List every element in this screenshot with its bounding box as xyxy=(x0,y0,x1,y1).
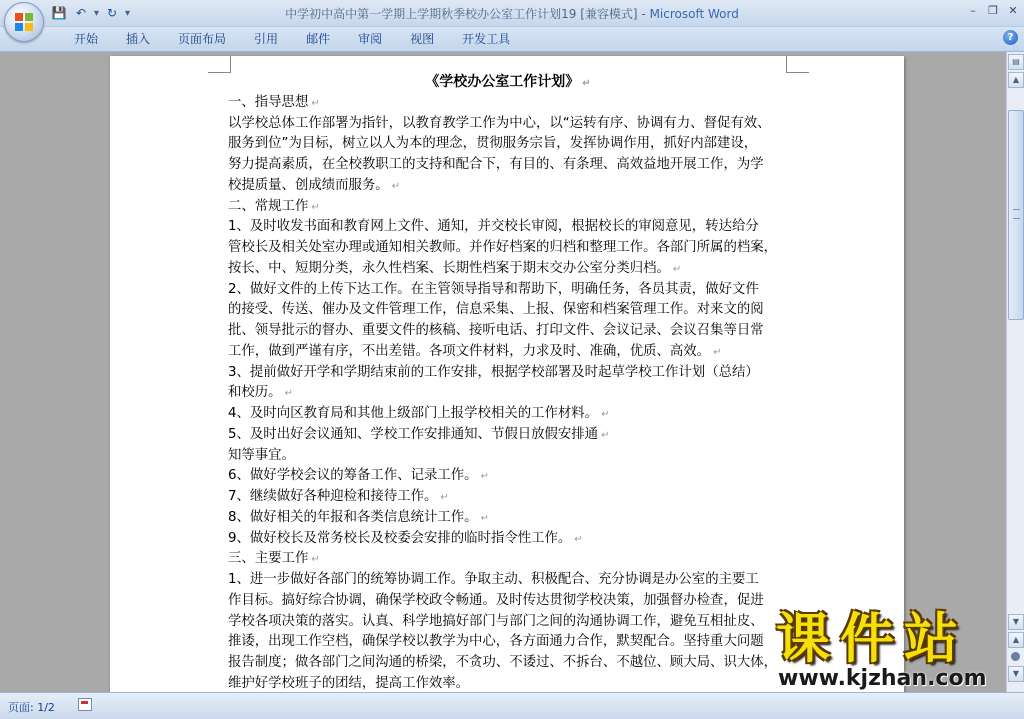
page-count[interactable]: 页面: 1/2 xyxy=(8,701,55,714)
line-text: 1、及时收发书面和教育网上文件、通知，并交校长审阅，根据校长的审阅意见，转达给分 xyxy=(228,219,759,235)
line-text: 校提质量、创成绩而服务。 xyxy=(228,177,389,193)
line-text: 作目标。搞好综合协调，确保学校政令畅通。及时传达贯彻学校决策，加强督办检查，促进 xyxy=(228,592,764,608)
line-text: 知等事宜。 xyxy=(228,447,295,463)
vertical-scrollbar[interactable] xyxy=(1006,52,1024,692)
document-workspace xyxy=(0,52,1006,692)
document-page[interactable] xyxy=(110,56,904,692)
watermark-brand: 课件站 xyxy=(776,607,968,670)
document-line xyxy=(228,280,788,301)
line-text: 按长、中、短期分类，永久性档案、长期性档案于期末交办公室分类归档。 xyxy=(228,260,670,276)
office-logo-icon xyxy=(14,12,34,32)
document-line xyxy=(228,93,788,114)
document-line xyxy=(228,653,788,674)
ribbon-tabs xyxy=(60,30,524,48)
line-text: 以学校总体工作部署为指针，以教育教学工作为中心，以“运转有序、协调有力、督促有效、 xyxy=(228,115,771,131)
line-text: 一、指导思想 xyxy=(228,94,309,110)
line-text: 9、做好校长及常务校长及校委会安排的临时指令性工作。 xyxy=(228,530,572,546)
paragraph-mark: ↵ xyxy=(284,388,293,400)
document-line xyxy=(228,674,788,692)
ruler-toggle-icon[interactable]: ▤ xyxy=(1008,54,1024,70)
document-line xyxy=(228,487,788,508)
grip-icon xyxy=(1013,209,1020,219)
document-line xyxy=(228,134,788,155)
scroll-thumb[interactable] xyxy=(1008,110,1024,320)
document-line xyxy=(228,176,788,197)
tab-references[interactable]: 引用 xyxy=(254,32,279,46)
title-separator: - xyxy=(637,7,650,21)
line-text: 报告制度；做各部门之间沟通的桥梁，不贪功、不诿过、不拆台、不越位、顾大局、识大体， xyxy=(228,655,778,670)
paragraph-mark: ↵ xyxy=(713,346,722,358)
line-text: 管校长及相关处室办理或通知相关教师。并作好档案的归档和整理工作。各部门所属的档案， xyxy=(228,240,778,255)
paragraph-mark: ↵ xyxy=(672,263,682,275)
line-text: 8、做好相关的年报和各类信息统计工作。 xyxy=(228,509,478,525)
redo-icon[interactable]: ↻ xyxy=(107,6,118,20)
line-text: 学校各项决策的落实。认真、科学地搞好部门与部门之间的沟通协调工作，避免互相扯皮、 xyxy=(228,613,764,629)
line-text: 1、进一步做好各部门的统筹协调工作。争取主动、积极配合、充分协调是办公室的主要工 xyxy=(228,572,759,587)
document-body[interactable] xyxy=(228,72,788,692)
office-button[interactable] xyxy=(4,2,44,42)
line-text: 5、及时出好会议通知、学校工作安排通知、节假日放假安排通 xyxy=(228,426,599,442)
document-line xyxy=(228,383,788,404)
paragraph-mark: ↵ xyxy=(311,554,320,566)
document-text xyxy=(228,93,788,692)
next-page-button[interactable]: ▼ xyxy=(1008,666,1024,682)
tab-page-layout[interactable]: 页面布局 xyxy=(178,32,227,46)
window-controls xyxy=(964,2,1022,18)
paragraph-mark: ↵ xyxy=(391,180,401,192)
document-line xyxy=(228,508,788,529)
paragraph-mark: ↵ xyxy=(480,471,489,483)
document-line xyxy=(228,155,788,176)
previous-page-button[interactable]: ▲ xyxy=(1008,632,1024,648)
undo-icon[interactable]: ↶ xyxy=(75,6,87,20)
document-line xyxy=(228,300,788,321)
restore-button[interactable]: ❐ xyxy=(988,3,998,17)
document-line xyxy=(228,549,788,570)
document-line xyxy=(228,217,788,238)
document-name: 中学初中高中第一学期上学期秋季校办公室工作计划19 [兼容模式] xyxy=(285,7,638,21)
document-line xyxy=(228,342,788,363)
watermark-logo xyxy=(776,607,987,691)
line-text: 三、主要工作 xyxy=(228,551,309,567)
document-line xyxy=(228,612,788,633)
tab-review[interactable]: 审阅 xyxy=(358,32,383,46)
scroll-up-button[interactable]: ▲ xyxy=(1008,72,1024,88)
customize-qat-icon[interactable]: ▾ xyxy=(125,7,131,19)
document-line xyxy=(228,404,788,425)
tab-developer[interactable]: 开发工具 xyxy=(462,32,511,46)
paragraph-mark: ↵ xyxy=(480,512,489,524)
paragraph-mark: ↵ xyxy=(582,78,591,89)
tab-mailings[interactable]: 邮件 xyxy=(306,32,331,46)
document-line xyxy=(228,197,788,218)
line-text: 服务到位”为目标，树立以人为本的理念，贯彻服务宗旨，发挥协调作用，抓好内部建设， xyxy=(228,136,758,152)
help-icon[interactable]: ? xyxy=(1003,30,1018,45)
margin-corner-mark xyxy=(208,56,231,73)
proofing-icon[interactable] xyxy=(78,698,92,711)
line-text: 努力提高素质，在全校教职工的支持和配合下，有目的、有条理、高效益地开展工作，为学 xyxy=(228,157,764,172)
line-text: 4、及时向区教育局和其他上级部门上报学校相关的工作材料。 xyxy=(228,406,599,421)
paragraph-mark: ↵ xyxy=(574,533,583,545)
document-line xyxy=(228,259,788,280)
document-line xyxy=(228,425,788,446)
tab-insert[interactable]: 插入 xyxy=(126,32,151,46)
line-text: 二、常规工作 xyxy=(228,198,309,214)
document-line xyxy=(228,632,788,653)
close-button[interactable]: ✕ xyxy=(1008,3,1018,17)
title-bar xyxy=(0,0,1024,27)
ribbon-tab-bar xyxy=(0,27,1024,52)
document-line xyxy=(228,466,788,487)
watermark-url: www.kjzhan.com xyxy=(778,666,987,691)
paragraph-mark: ↵ xyxy=(601,429,610,441)
select-browse-object-icon[interactable] xyxy=(1011,652,1020,661)
document-line xyxy=(228,570,788,591)
line-text: 的接受、传送、催办及文件管理工作，信息采集、上报、保密和档案管理工作。对来文的阅 xyxy=(228,302,764,318)
line-text: 维护好学校班子的团结，提高工作效率。 xyxy=(228,675,470,691)
document-line xyxy=(228,321,788,342)
paragraph-mark: ↵ xyxy=(311,201,320,213)
undo-dropdown-icon[interactable]: ▾ xyxy=(94,7,100,19)
save-icon[interactable]: 💾 xyxy=(51,6,67,20)
window-title xyxy=(0,5,1024,22)
document-line xyxy=(228,446,788,467)
line-text: 6、做好学校会议的筹备工作、记录工作。 xyxy=(228,468,478,484)
document-line xyxy=(228,591,788,612)
paragraph-mark: ↵ xyxy=(601,409,610,420)
document-line xyxy=(228,114,788,135)
document-title: 《学校办公室工作计划》 ↵ xyxy=(425,74,591,90)
tab-home[interactable]: 开始 xyxy=(74,32,99,46)
tab-view[interactable]: 视图 xyxy=(410,32,435,46)
line-text: 2、做好文件的上传下达工作。在主管领导指导和帮助下，明确任务，各员其责，做好文件 xyxy=(228,281,759,297)
document-line xyxy=(228,529,788,550)
line-text: 工作，做到严谨有序，不出差错。各项文件材料，力求及时、准确，优质、高效。 xyxy=(228,343,711,359)
app-name: Microsoft Word xyxy=(649,7,739,21)
paragraph-mark: ↵ xyxy=(440,492,449,503)
line-text: 3、提前做好开学和学期结束前的工作安排，根据学校部署及时起草学校工作计划（总结） xyxy=(228,364,759,380)
line-text: 推诿，出现工作空档，确保学校以教学为中心，各方面通力合作，默契配合。坚持重大问题 xyxy=(228,634,764,650)
line-text: 和校历。 xyxy=(228,385,282,401)
paragraph-mark: ↵ xyxy=(311,97,320,109)
minimize-button[interactable]: – xyxy=(970,3,976,17)
document-line xyxy=(228,238,788,259)
margin-corner-mark xyxy=(786,56,809,73)
status-bar xyxy=(0,692,1024,719)
document-line xyxy=(228,363,788,384)
scroll-down-button[interactable]: ▼ xyxy=(1008,614,1024,630)
line-text: 批、领导批示的督办、重要文件的核稿、接听电话、打印文件、会议记录、会议召集等日常 xyxy=(228,323,764,338)
line-text: 7、继续做好各种迎检和接待工作。 xyxy=(228,489,438,504)
